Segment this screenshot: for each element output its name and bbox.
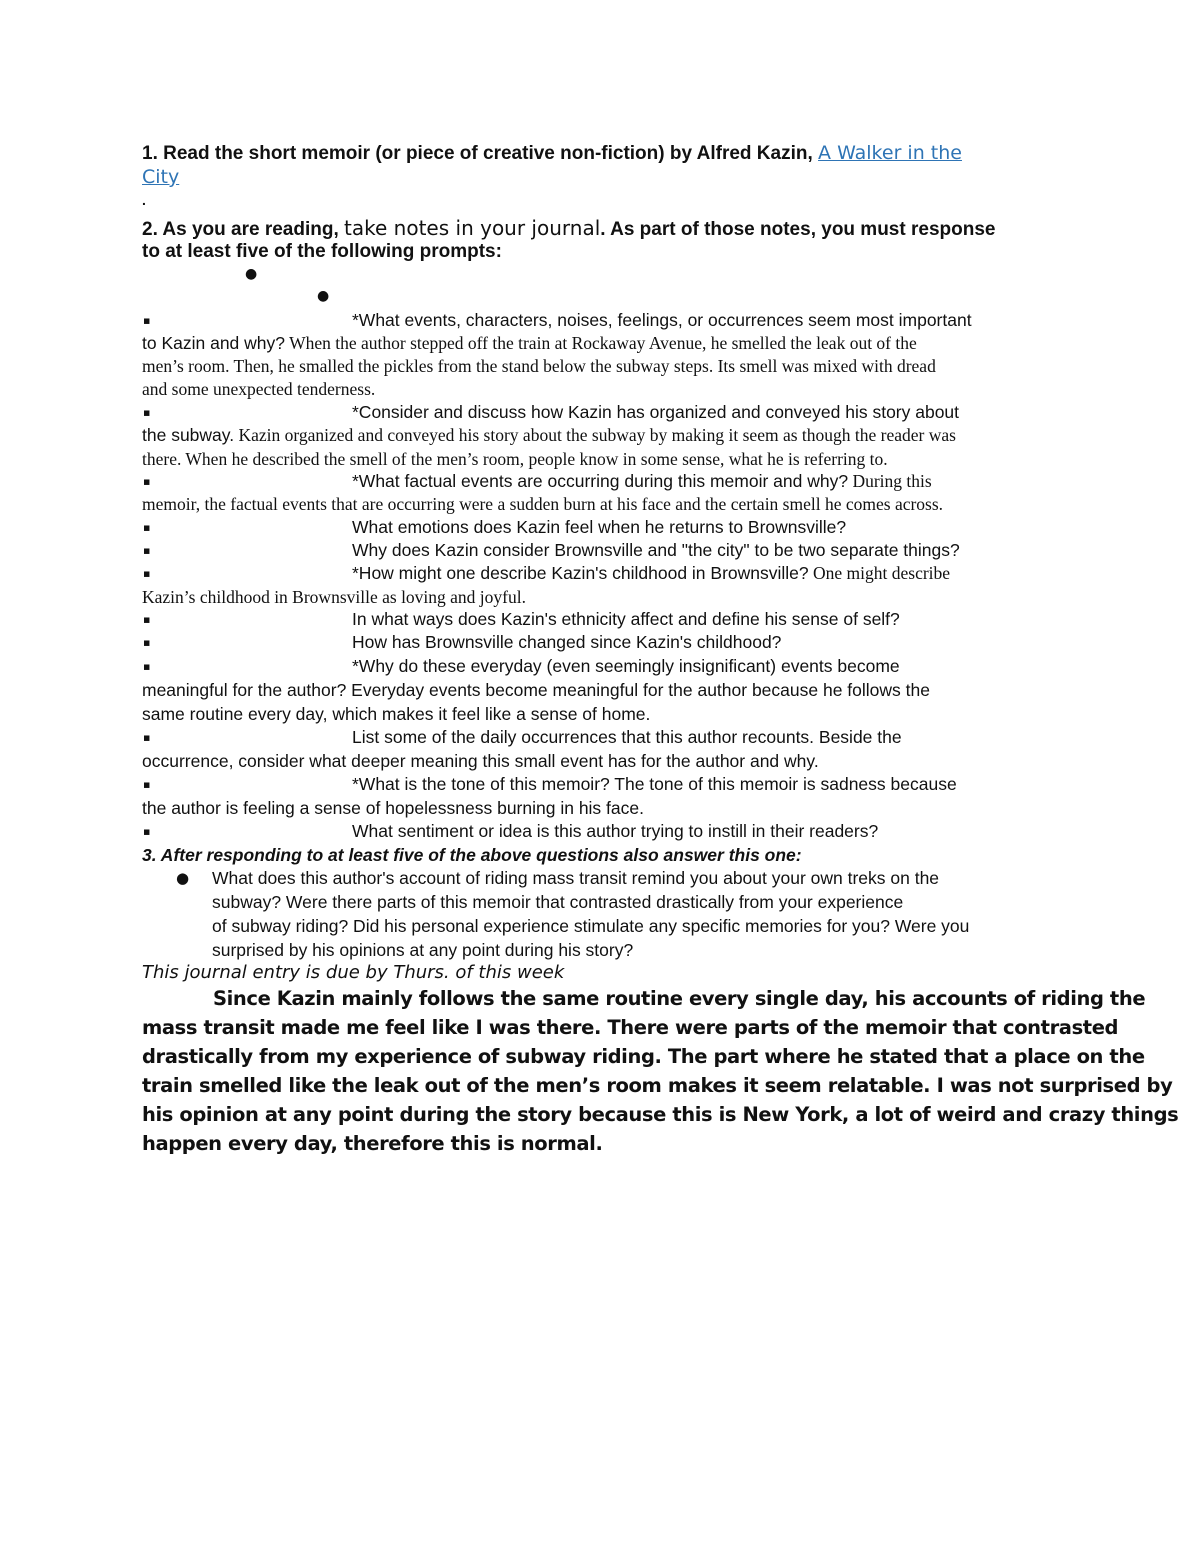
prompt-question: What sentiment or idea is this author trying to instill in their readers? [352,821,879,841]
prompt-answer: same routine every day, which makes it feel like a sense of home. [142,704,651,724]
prompt-question [352,563,950,584]
journal-response-line: train smelled like the leak out of the men’s room makes it seem relatable. I was not surprised by [142,1074,1173,1097]
journal-response-line: happen every day, therefore this is normal. [142,1132,603,1155]
prompt-answer: memoir, the factual events that are occurring were a sudden burn at his face and the certain smell he comes across. [142,494,944,514]
step-2-line [142,216,995,241]
prompt-question: How has Brownsville changed since Kazin's childhood? [352,632,782,652]
prompt-marker: ▪ [143,475,151,488]
step-3-bullet: ● [176,869,190,887]
prompt-continuation: occurrence, consider what deeper meaning this small event has for the author and why. [142,751,819,771]
prompt-marker: ▪ [143,636,151,649]
step-2-line-2: to at least five of the following prompts: [142,241,502,262]
step-3-question-line: surprised by his opinions at any point during his story? [212,940,634,960]
prompt-question: *Why do these everyday (even seemingly insignificant) events become [352,656,900,676]
prompt-question-text: *What factual events are occurring during this memoir and why? [352,471,849,491]
prompt-question: Why does Kazin consider Brownsville and "the city" to be two separate things? [352,540,960,560]
memoir-title-link-cont[interactable]: City [142,166,180,188]
prompt-answer: One might describe [808,563,951,583]
prompt-marker: ▪ [143,613,151,626]
journal-response-line: mass transit made me feel like I was there. There were parts of the memoir that contrasted [142,1016,1119,1039]
prompt-marker: ▪ [143,567,151,580]
prompt-marker: ▪ [143,778,151,791]
prompt-question-text: *How might one describe Kazin's childhood in Brownsville? [352,563,809,583]
prompt-marker: ▪ [143,731,151,744]
prompt-continuation-text: to Kazin and why? [142,333,286,353]
prompt-answer: the author is feeling a sense of hopelessness burning in his face. [142,798,644,818]
prompt-continuation-text: the subway. [142,425,235,445]
period-line: . [142,192,146,208]
prompt-question: In what ways does Kazin's ethnicity affect and define his sense of self? [352,609,900,629]
prompt-marker: ▪ [143,544,151,557]
step-1-text: 1. Read the short memoir (or piece of creative non-fiction) by Alfred Kazin, [142,143,819,164]
memoir-title-link[interactable]: A Walker in the [818,142,962,164]
journal-response-line: his opinion at any point during the story because this is New York, a lot of weird and crazy things [142,1103,1179,1126]
empty-bullet-marker: ● [317,288,330,304]
journal-response-line: Since Kazin mainly follows the same routine every single day, his accounts of riding the [213,987,1146,1010]
prompt-answer: there. When he described the smell of the men’s room, people know in some sense, what he is referring to. [142,449,888,469]
prompt-question: *Consider and discuss how Kazin has organized and conveyed his story about [352,402,960,422]
step-3-question-line: subway? Were there parts of this memoir that contrasted drastically from your experience [212,892,904,912]
prompt-marker: ▪ [143,825,151,838]
step-3-heading: 3. After responding to at least five of the above questions also answer this one: [142,845,802,865]
prompt-answer: and some unexpected tenderness. [142,379,376,399]
due-note: This journal entry is due by Thurs. of this week [142,962,565,983]
prompt-answer: Kazin’s childhood in Brownsville as loving and joyful. [142,587,526,607]
prompt-continuation [142,425,956,446]
step-2-text-c: . As part of those notes, you must response [600,219,996,240]
prompt-marker: ▪ [143,406,151,419]
prompt-answer: When the author stepped off the train at Rockaway Avenue, he smelled the leak out of the [285,333,917,353]
prompt-answer: men’s room. Then, he smalled the pickles from the stand below the subway steps. Its smell was mixed with dread [142,356,936,376]
prompt-continuation [142,333,917,354]
step-3-question-line: of subway riding? Did his personal experience stimulate any specific memories for you? Were you [212,916,970,936]
step-3-question-line: What does this author's account of riding mass transit remind you about your own treks on the [212,868,940,888]
prompt-question: *What is the tone of this memoir? The tone of this memoir is sadness because [352,774,957,794]
prompt-question: List some of the daily occurrences that this author recounts. Beside the [352,727,902,747]
prompt-question [352,471,932,492]
prompt-question: What emotions does Kazin feel when he returns to Brownsville? [352,517,847,537]
prompt-answer: meaningful for the author? Everyday events become meaningful for the author because he follows the [142,680,930,700]
step-1-line [142,142,962,165]
prompt-marker: ▪ [143,660,151,673]
prompt-question: *What events, characters, noises, feelings, or occurrences seem most important [352,310,972,330]
empty-bullet-marker: ● [245,266,258,282]
prompt-answer: During this [848,471,932,491]
step-2-text-b: take notes in your journal [344,216,601,240]
prompt-marker: ▪ [143,314,151,327]
journal-response-line: drastically from my experience of subway riding. The part where he stated that a place on the [142,1045,1145,1068]
prompt-answer: Kazin organized and conveyed his story about the subway by making it seem as though the reader was [234,425,956,445]
prompt-marker: ▪ [143,521,151,534]
step-1-line-2 [142,166,179,188]
step-2-text-a: 2. As you are reading, [142,219,345,240]
